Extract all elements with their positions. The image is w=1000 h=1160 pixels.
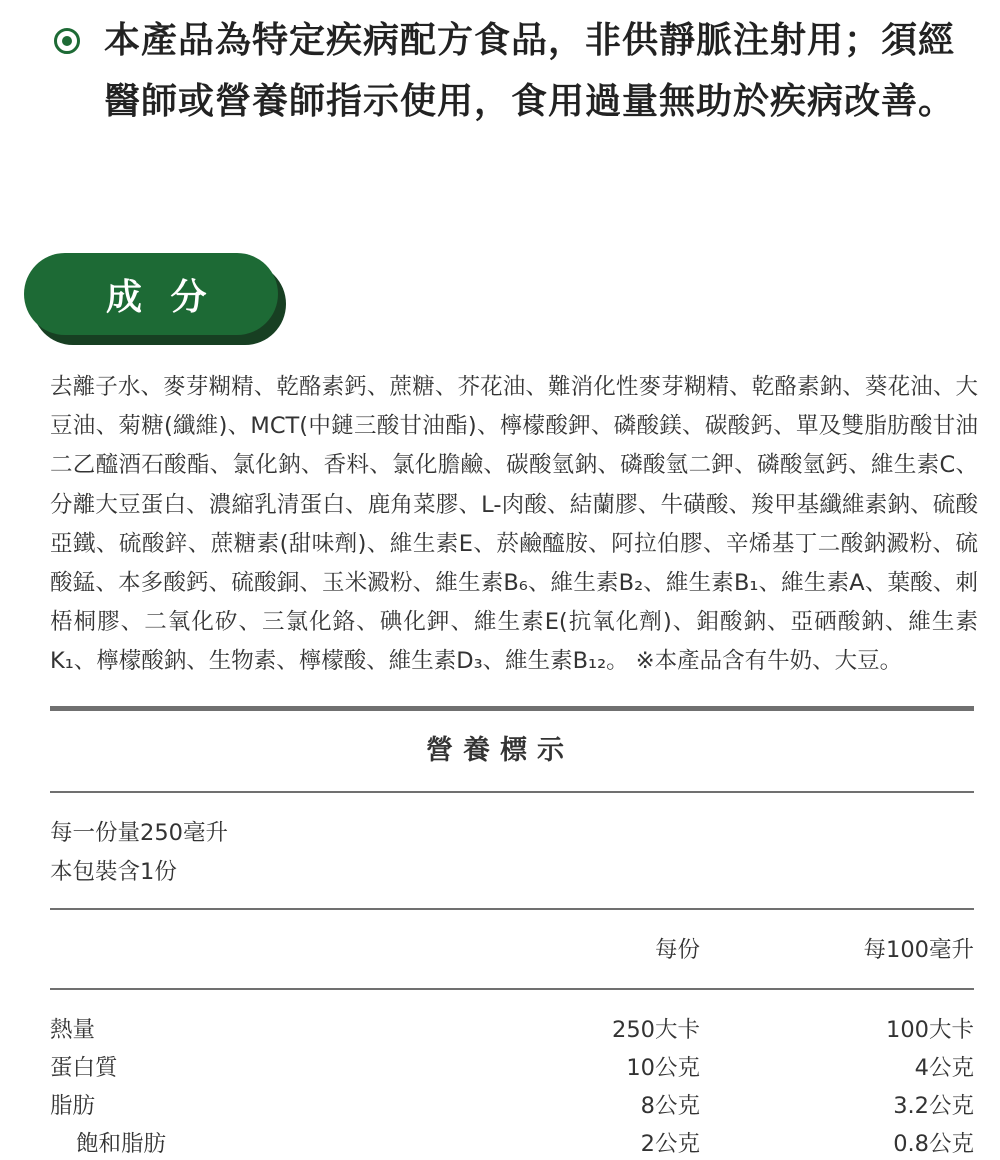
divider [50,908,974,910]
nutrient-name: 熱量 [50,1017,96,1043]
per-serving-value: 10公克 [626,1055,700,1081]
ingredients-badge [24,253,286,345]
nutrient-name: 飽和脂肪 [76,1131,167,1157]
nutrition-title: 營養標示 [426,735,574,766]
ingredients-heading: 成 分 [106,276,215,318]
per-100ml-value: 3.2公克 [893,1093,974,1119]
badge-pill [24,253,278,335]
divider [50,791,974,793]
nutrition-row [50,1126,974,1160]
per-serving-value: 8公克 [640,1093,700,1119]
column-header-per-100ml: 每100毫升 [863,937,974,963]
nutrition-top-divider [50,706,974,711]
notice-block [48,10,968,132]
nutrition-row [50,1088,974,1128]
per-100ml-value: 100大卡 [886,1017,974,1043]
per-100ml-value: 0.8公克 [893,1131,974,1157]
column-header-per-serving: 每份 [654,937,700,963]
servings-per-pack: 本包裝含1份 [50,859,177,885]
ingredients-list: 去離子水、麥芽糊精、乾酪素鈣、蔗糖、芥花油、難消化性麥芽糊精、乾酪素鈉、葵花油、大豆油、菊糖(纖維)、MCT(中鏈三酸甘油酯)、檸檬酸鉀、磷酸鎂、碳酸鈣、單及雙脂肪酸甘油二乙醯酒石酸酯、氯化鈉、香料、氯化膽鹼、碳酸氫鈉、磷酸氫二鉀、磷酸氫鈣、維生素C、分離大豆蛋白、濃縮乳清蛋白、鹿角菜膠、L-肉酸、結蘭膠、牛磺酸、羧甲基纖維素鈉、硫酸亞鐵、硫酸鋅、蔗糖素(甜味劑)、維生素E、菸鹼醯胺、阿拉伯膠、辛烯基丁二酸鈉澱粉、硫酸錳、本多酸鈣、硫酸銅、玉米澱粉、維生素B₆、維生素B₂、維生素B₁、維生素A、葉酸、刺梧桐膠、二氧化矽、三氯化鉻、碘化鉀、維生素E(抗氧化劑)、鉬酸鈉、亞硒酸鈉、維生素K₁、檸檬酸鈉、生物素、檸檬酸、維生素D₃、維生素B₁₂。 ※本產品含有牛奶、大豆。 [50,374,978,675]
serving-size: 每一份量250毫升 [50,820,228,846]
per-serving-value: 250大卡 [612,1017,700,1043]
nutrient-name: 脂肪 [50,1093,96,1119]
nutrient-name: 蛋白質 [50,1055,118,1081]
nutrition-row [50,1012,974,1052]
per-100ml-value: 4公克 [914,1055,974,1081]
divider [50,988,974,990]
per-serving-value: 2公克 [640,1131,700,1157]
radio-bullet-icon [54,28,80,54]
nutrition-row [50,1050,974,1090]
notice-text: 本產品為特定疾病配方食品，非供靜脈注射用；須經醫師或營養師指示使用，食用過量無助於疾病改善。 [104,20,956,122]
